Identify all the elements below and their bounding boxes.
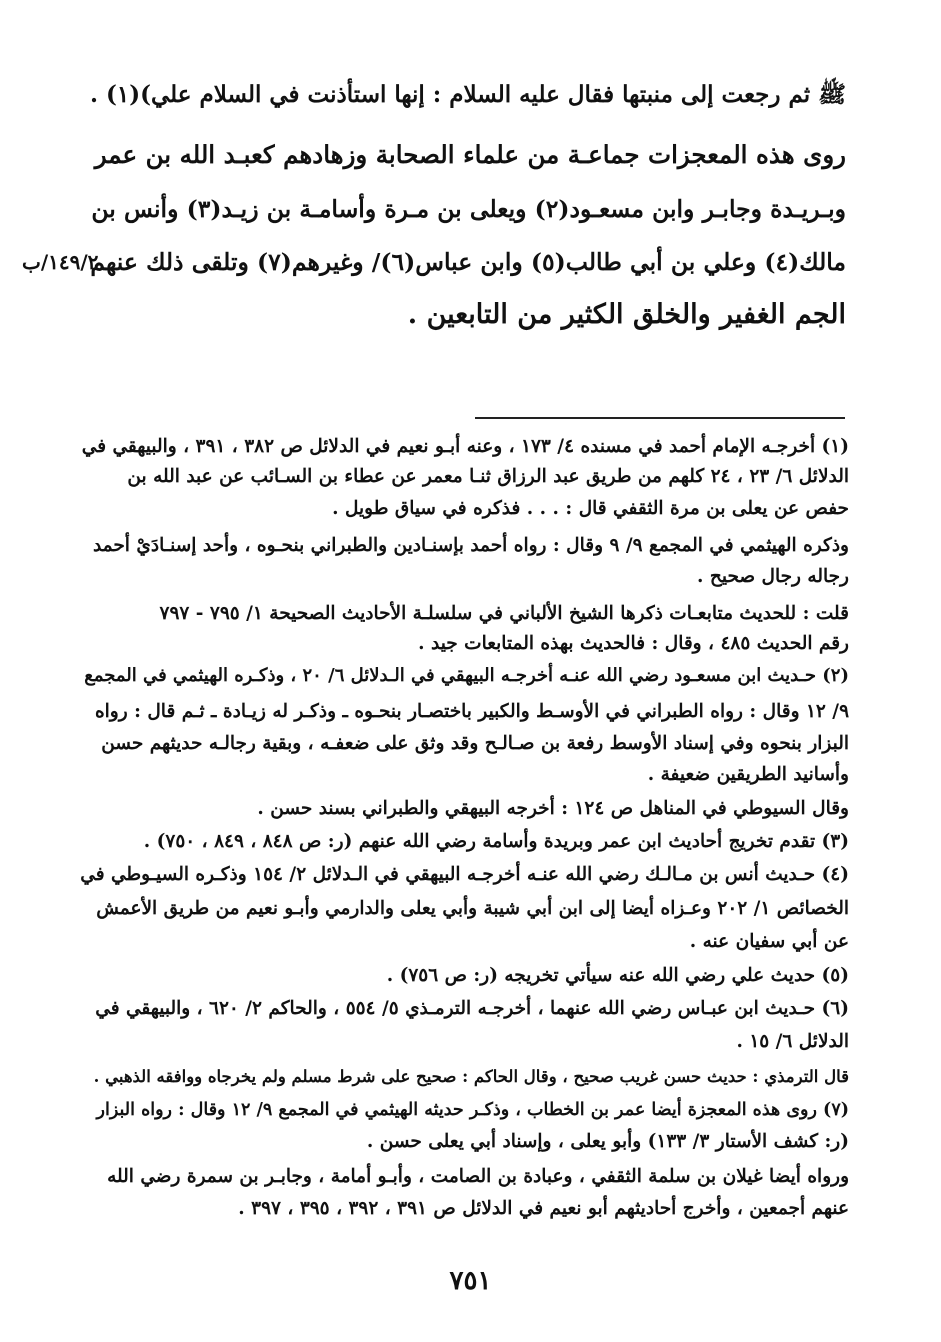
footnote-line: رجاله رجال صحيح . xyxy=(697,566,849,587)
footnote-line: رقم الحديث ٤٨٥ ، وقال : فالحديث بهذه المتابعات جيد . xyxy=(418,633,849,654)
footnote-line: الدلائل ٦/ ٢٣ ، ٢٤ كلهم من طريق عبد الرزاق ثنـا معمر عن عطاء بن السـائب عن عبد الله بن xyxy=(127,466,849,487)
body-line: روى هذه المعجزات جماعـة من علماء الصحابة وزهادهم كعبـد الله بن عمر xyxy=(94,140,846,169)
footnote-line: (٢) حـديث ابن مسعـود رضي الله عنـه أخرجـه البيهقي في الـدلائل ٦/ ٢٠ ، وذكـره الهيثمي في المجمع xyxy=(84,665,849,686)
body-line: مالك(٤) وعلي بن أبي طالب(٥) وابن عباس(٦)/ وغيرهم(٧) وتلقى ذلك عنهم xyxy=(90,248,846,276)
footnote-line: حفص عن يعلى بن مرة الثقفي قال : . . . فذكره في سياق طويل . xyxy=(332,498,849,519)
footnote-line: الدلائل ٦/ ١٥ . xyxy=(736,1031,849,1052)
footnote-line: قلت : للحديث متابعـات ذكرها الشيخ الألباني في سلسلـة الأحاديث الصحيحة ١/ ٧٩٥ - ٧٩٧ xyxy=(159,603,849,624)
footnote-line: الخصائص ١/ ٢٠٢ وعـزاه أيضا إلى ابن أبي شيبة وأبي يعلى والدارمي وأبـو نعيم من طريق الأعمش xyxy=(96,898,849,919)
manuscript-folio-note: ١٤٩/٢/ب xyxy=(22,250,99,274)
footnote-line: (٦) حـديث ابن عبـاس رضي الله عنهما ، أخرجـه الترمـذي ٥/ ٥٥٤ ، والحاكم ٢/ ٦٢٠ ، والبيهقي في xyxy=(95,998,849,1019)
footnote-line: (٤) حـديث أنس بن مـالـك رضي الله عنـه أخرجـه البيهقي في الـدلائل ٢/ ١٥٤ وذكـره السيـوطي في xyxy=(80,864,849,885)
footnote-line: (١) أخرجـه الإمام أحمد في مسنده ٤/ ١٧٣ ، وعنه أبـو نعيم في الدلائل ص ٣٨٢ ، ٣٩١ ، والبيهقي في xyxy=(81,436,849,457)
footnote-line: (٧) روى هذه المعجزة أيضا عمر بن الخطاب ، وذكـر حديثه الهيثمي في المجمع ٩/ ١٢ وقال : رواه البزار xyxy=(96,1100,849,1120)
footnote-line: وذكره الهيثمي في المجمع ٩/ ٩ وقال : رواه أحمد بإسنـادين والطبراني بنحـوه ، وأحد إسنـادَيْ أحمد xyxy=(92,535,849,556)
footnote-separator xyxy=(475,417,845,419)
footnote-line: (٥) حديث علي رضي الله عنه سيأتي تخريجه (ر: ص ٧٥٦) . xyxy=(386,965,849,986)
body-line: ﷺ ثم رجعت إلى منبتها فقال عليه السلام : إنها استأذنت في السلام علي)(١) . xyxy=(89,81,846,108)
footnote-line: ٩/ ١٢ وقال : رواه الطبراني في الأوسـط والكبير باختصـار بنحـوه ـ وذكـر له زيـادة ـ ثـم قال : رواه xyxy=(94,701,849,722)
footnote-line: البزار بنحوه وفي إسناد الأوسط رفعة بن صـالـح وقد وثق على ضعفـه ، وبقية رجالـه حديثهم حسن xyxy=(101,733,849,754)
footnote-line: قال الترمذي : حديث حسن غريب صحيح ، وقال الحاكم : صحيح على شرط مسلم ولم يخرجاه ووافقه الذهبي . xyxy=(93,1067,849,1086)
footnote-line: وقال السيوطي في المناهل ص ١٢٤ : أخرجه البيهقي والطبراني بسند حسن . xyxy=(257,798,849,819)
page-number: ٧٥١ xyxy=(449,1266,492,1296)
footnote-line: عن أبي سفيان عنه . xyxy=(689,931,849,952)
footnote-line: (ر: كشف الأستار ٣/ ١٣٣) وأبو يعلى ، وإسناد أبي يعلى حسن . xyxy=(366,1131,849,1152)
footnote-line: عنهم أجمعين ، وأخرج أحاديثهم أبو نعيم في الدلائل ص ٣٩١ ، ٣٩٢ ، ٣٩٥ ، ٣٩٧ . xyxy=(238,1198,849,1219)
footnote-line: ورواه أيضا غيلان بن سلمة الثقفي ، وعبادة بن الصامت ، وأبـو أمامة ، وجابـر بن سمرة رضي الله xyxy=(107,1166,849,1187)
footnote-line: وأسانيد الطريقين ضعيفة . xyxy=(647,764,849,785)
footnote-line: (٣) تقدم تخريج أحاديث ابن عمر وبريدة وأسامة رضي الله عنهم (ر: ص ٨٤٨ ، ٨٤٩ ، ٧٥٠) . xyxy=(143,831,849,852)
body-line: وبـريـدة وجابـر وابن مسعـود(٢) ويعلى بن مـرة وأسامـة بن زيـد(٣) وأنس بن xyxy=(91,195,846,223)
body-line: الجم الغفير والخلق الكثير من التابعين . xyxy=(407,299,846,330)
